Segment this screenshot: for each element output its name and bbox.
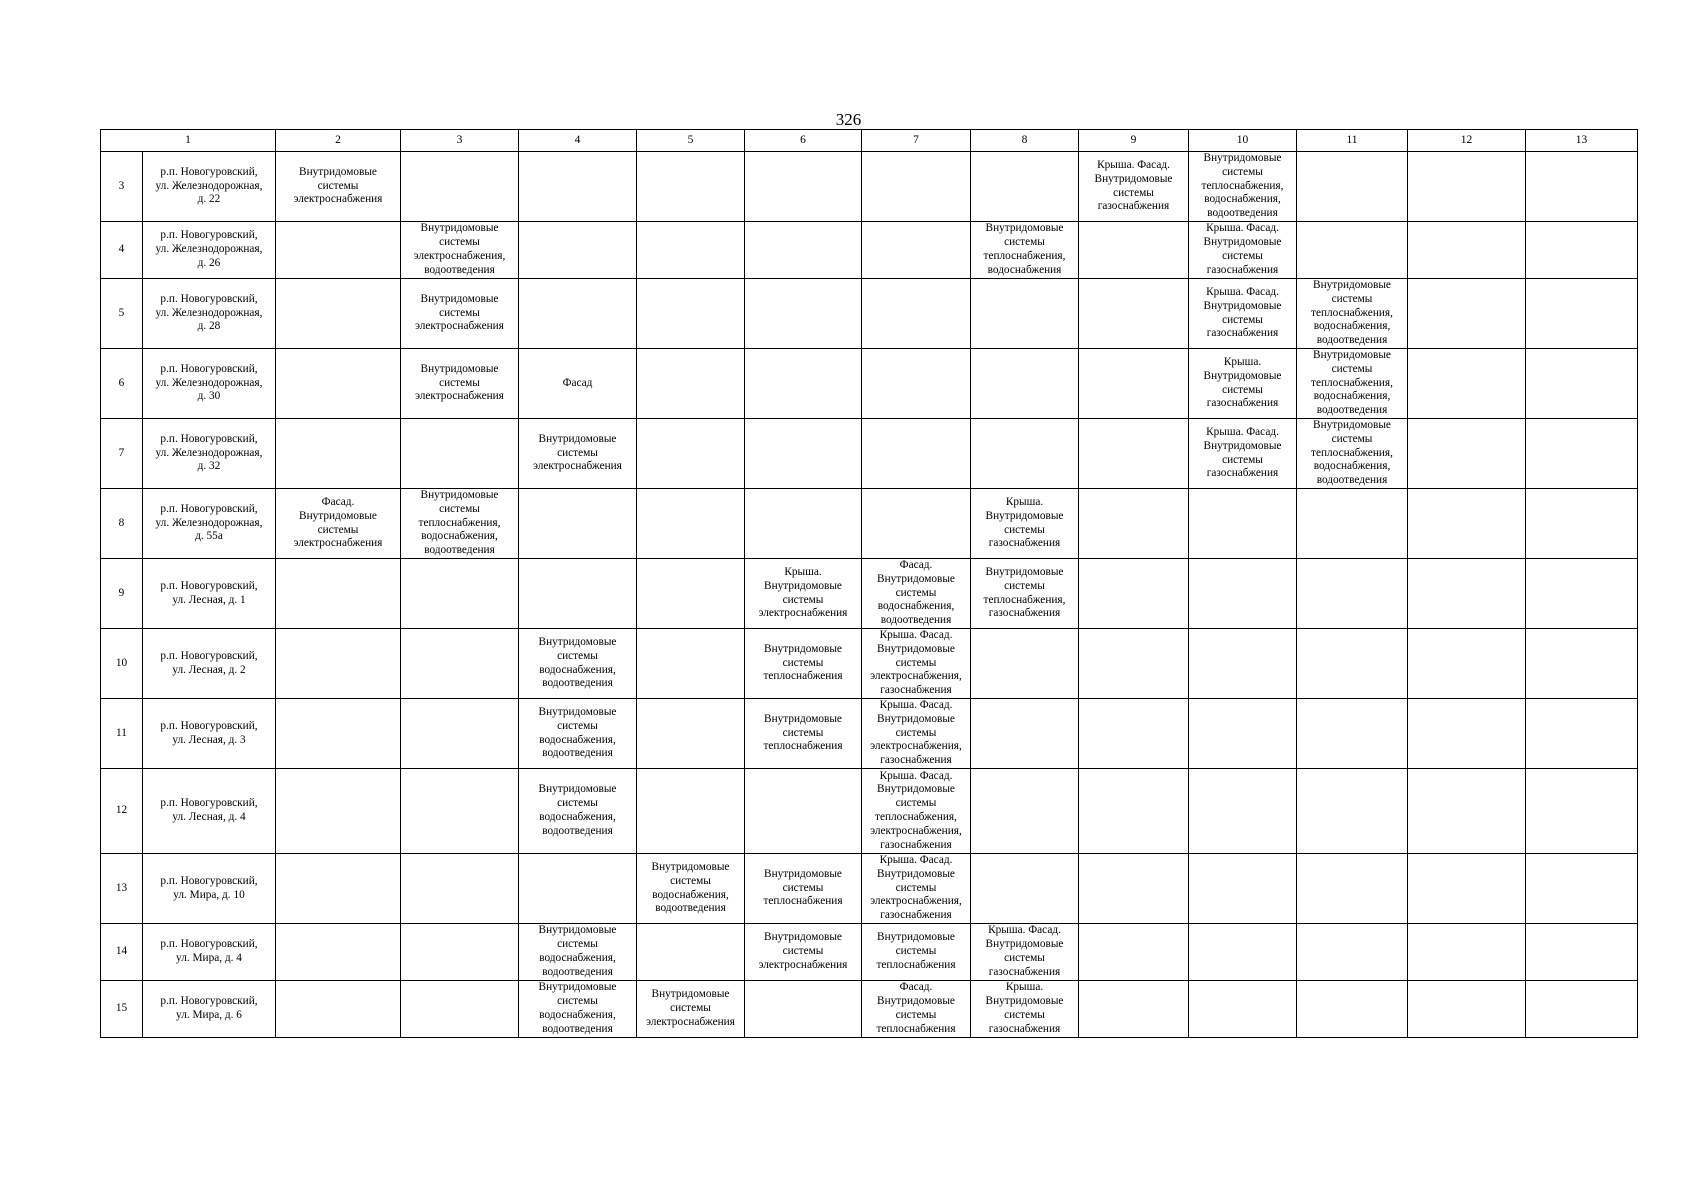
work-cell [1408,699,1526,769]
work-cell: Крыша. Фасад. Внутридомовые системы теплоснабжения, электроснабжения, газоснабжения [862,769,971,854]
work-cell [637,279,745,349]
work-cell [1079,559,1189,629]
work-cell: Фасад [519,349,637,419]
work-cell [1526,854,1638,924]
work-cell [401,854,519,924]
work-cell [971,152,1079,222]
work-cell [519,152,637,222]
work-cell [519,279,637,349]
work-cell [401,559,519,629]
work-cell [1297,489,1408,559]
work-cell: Крыша. Фасад. Внутридомовые системы газоснабжения [1189,419,1297,489]
work-cell [1526,699,1638,769]
work-cell: Крыша. Фасад. Внутридомовые системы электроснабжения, газоснабжения [862,629,971,699]
work-cell: Крыша. Фасад. Внутридомовые системы газоснабжения [1189,222,1297,279]
table-row [101,419,1638,489]
work-cell [862,489,971,559]
work-cell: Фасад. Внутридомовые системы теплоснабжения [862,981,971,1038]
work-cell [1079,419,1189,489]
work-cell [276,349,401,419]
work-cell [745,152,862,222]
row-number-cell: 7 [101,419,143,489]
address-cell: р.п. Новогуровский, ул. Лесная, д. 4 [143,769,276,854]
work-cell [1408,924,1526,981]
work-cell: Внутридомовые системы теплоснабжения [745,629,862,699]
work-cell [745,769,862,854]
work-cell [1297,559,1408,629]
header-row [101,130,1638,152]
work-cell [637,924,745,981]
address-cell: р.п. Новогуровский, ул. Железнодорожная, д. 22 [143,152,276,222]
work-cell: Внутридомовые системы электроснабжения [276,152,401,222]
work-cell [1408,559,1526,629]
work-cell [971,699,1079,769]
work-cell: Крыша. Фасад. Внутридомовые системы газоснабжения [1189,279,1297,349]
table-row [101,981,1638,1038]
work-cell: Внутридомовые системы теплоснабжения [745,854,862,924]
work-cell [862,419,971,489]
work-cell [637,769,745,854]
work-cell: Крыша. Фасад. Внутридомовые системы газоснабжения [1079,152,1189,222]
work-cell [1526,222,1638,279]
work-cell [637,419,745,489]
work-cell [1297,699,1408,769]
address-cell: р.п. Новогуровский, ул. Железнодорожная, д. 28 [143,279,276,349]
work-cell [971,769,1079,854]
work-cell [862,279,971,349]
work-cell [745,981,862,1038]
work-cell: Фасад. Внутридомовые системы электроснабжения [276,489,401,559]
page-number: 326 [835,110,862,129]
work-cell [637,629,745,699]
address-cell: р.п. Новогуровский, ул. Лесная, д. 3 [143,699,276,769]
row-number-cell: 9 [101,559,143,629]
work-cell: Внутридомовые системы электроснабжения [401,279,519,349]
work-cell [1408,629,1526,699]
table-row [101,489,1638,559]
work-cell [401,924,519,981]
row-number-cell: 4 [101,222,143,279]
work-cell [519,222,637,279]
table-row [101,629,1638,699]
work-cell [1189,769,1297,854]
work-cell [971,279,1079,349]
work-cell [401,699,519,769]
work-cell [1526,559,1638,629]
table-row [101,222,1638,279]
work-cell: Внутридомовые системы водоснабжения, водоотведения [519,981,637,1038]
work-cell [1526,769,1638,854]
column-header: 4 [519,130,637,152]
work-cell: Внутридомовые системы теплоснабжения, водоснабжения, водоотведения [1297,279,1408,349]
work-cell: Крыша. Внутридомовые системы газоснабжения [971,489,1079,559]
work-cell [401,629,519,699]
work-cell [1189,854,1297,924]
work-cell [862,349,971,419]
work-cell [1526,279,1638,349]
row-number-cell: 3 [101,152,143,222]
work-cell [1408,769,1526,854]
work-cell: Внутридомовые системы электроснабжения [519,419,637,489]
address-cell: р.п. Новогуровский, ул. Железнодорожная, д. 55а [143,489,276,559]
row-number-cell: 8 [101,489,143,559]
work-cell [276,279,401,349]
table-row [101,769,1638,854]
work-cell [1189,924,1297,981]
work-cell [745,222,862,279]
work-cell [1189,981,1297,1038]
work-cell [1297,152,1408,222]
table-row [101,854,1638,924]
work-cell [745,279,862,349]
work-cell [1079,349,1189,419]
work-cell [745,349,862,419]
work-cell [1526,489,1638,559]
work-cell [637,489,745,559]
work-cell: Внутридомовые системы водоснабжения, водоотведения [637,854,745,924]
work-cell: Крыша. Внутридомовые системы электроснабжения [745,559,862,629]
work-cell [637,559,745,629]
work-cell [1189,699,1297,769]
address-cell: р.п. Новогуровский, ул. Мира, д. 10 [143,854,276,924]
work-cell: Внутридомовые системы теплоснабжения [862,924,971,981]
work-cell: Внутридомовые системы теплоснабжения, водоснабжения, водоотведения [1189,152,1297,222]
work-cell [276,981,401,1038]
work-cell [1526,419,1638,489]
row-number-cell: 14 [101,924,143,981]
work-cell: Крыша. Фасад. Внутридомовые системы электроснабжения, газоснабжения [862,699,971,769]
work-cell [637,699,745,769]
work-cell [401,419,519,489]
work-cell [1079,769,1189,854]
column-header: 11 [1297,130,1408,152]
address-cell: р.п. Новогуровский, ул. Мира, д. 6 [143,981,276,1038]
row-number-cell: 15 [101,981,143,1038]
work-cell: Внутридомовые системы электроснабжения [401,349,519,419]
work-cell: Внутридомовые системы теплоснабжения, водоснабжения, водоотведения [401,489,519,559]
work-cell [1297,854,1408,924]
work-cell [401,152,519,222]
work-cell [1079,629,1189,699]
work-cell [637,349,745,419]
work-cell [519,489,637,559]
column-header: 6 [745,130,862,152]
work-cell [276,854,401,924]
column-header: 7 [862,130,971,152]
work-cell [1526,152,1638,222]
work-cell [1079,699,1189,769]
work-cell [519,559,637,629]
row-number-cell: 10 [101,629,143,699]
work-cell [401,981,519,1038]
work-cell [745,419,862,489]
work-cell [862,152,971,222]
table-row [101,349,1638,419]
row-number-cell: 12 [101,769,143,854]
address-cell: р.п. Новогуровский, ул. Мира, д. 4 [143,924,276,981]
work-cell [1189,559,1297,629]
table-row [101,924,1638,981]
column-header: 12 [1408,130,1526,152]
work-cell [1526,349,1638,419]
work-cell [276,419,401,489]
work-cell [745,489,862,559]
work-cell [1408,419,1526,489]
work-cell [1079,924,1189,981]
work-cell [637,152,745,222]
column-header: 13 [1526,130,1638,152]
work-cell [1297,222,1408,279]
work-cell [1526,924,1638,981]
work-cell: Внутридомовые системы электроснабжения [637,981,745,1038]
work-cell: Крыша. Внутридомовые системы газоснабжения [1189,349,1297,419]
work-cell [276,559,401,629]
work-cell [1079,222,1189,279]
work-cell: Внутридомовые системы водоснабжения, водоотведения [519,769,637,854]
work-cell [637,222,745,279]
work-cell [971,629,1079,699]
work-cell [401,769,519,854]
work-cell [1408,854,1526,924]
work-cell [276,699,401,769]
work-cell [1189,629,1297,699]
work-cell [1079,981,1189,1038]
work-cell [1408,279,1526,349]
address-cell: р.п. Новогуровский, ул. Лесная, д. 2 [143,629,276,699]
column-header: 8 [971,130,1079,152]
work-cell [276,629,401,699]
address-cell: р.п. Новогуровский, ул. Лесная, д. 1 [143,559,276,629]
work-cell [1297,924,1408,981]
work-cell [1079,489,1189,559]
address-cell: р.п. Новогуровский, ул. Железнодорожная, д. 26 [143,222,276,279]
work-cell: Внутридомовые системы теплоснабжения, водоснабжения [971,222,1079,279]
work-cell [971,349,1079,419]
work-cell: Внутридомовые системы водоснабжения, водоотведения [519,924,637,981]
table-row [101,152,1638,222]
work-cell [276,924,401,981]
row-number-cell: 13 [101,854,143,924]
work-cell [1079,854,1189,924]
row-number-cell: 11 [101,699,143,769]
work-cell [1408,222,1526,279]
work-cell [1408,981,1526,1038]
work-cell: Крыша. Фасад. Внутридомовые системы электроснабжения, газоснабжения [862,854,971,924]
work-cell: Внутридомовые системы водоснабжения, водоотведения [519,629,637,699]
table-row [101,279,1638,349]
column-header: 3 [401,130,519,152]
work-cell [276,222,401,279]
work-cell [1408,349,1526,419]
work-cell [1526,981,1638,1038]
work-cell [1297,981,1408,1038]
column-header: 10 [1189,130,1297,152]
work-cell [1079,279,1189,349]
work-cell [1297,629,1408,699]
work-cell: Внутридомовые системы водоснабжения, водоотведения [519,699,637,769]
table-row [101,699,1638,769]
column-header: 1 [101,130,276,152]
work-cell [1526,629,1638,699]
work-cell [519,854,637,924]
column-header: 9 [1079,130,1189,152]
work-cell: Внутридомовые системы электроснабжения [745,924,862,981]
address-cell: р.п. Новогуровский, ул. Железнодорожная, д. 30 [143,349,276,419]
work-cell [971,419,1079,489]
work-cell [276,769,401,854]
repair-schedule-table [100,129,1638,1038]
work-cell: Внутридомовые системы теплоснабжения, водоснабжения, водоотведения [1297,419,1408,489]
table-body [101,130,1638,1038]
work-cell [1297,769,1408,854]
work-cell [862,222,971,279]
row-number-cell: 5 [101,279,143,349]
work-cell [1408,489,1526,559]
work-cell: Крыша. Фасад. Внутридомовые системы газоснабжения [971,924,1079,981]
column-header: 2 [276,130,401,152]
address-cell: р.п. Новогуровский, ул. Железнодорожная, д. 32 [143,419,276,489]
work-cell: Внутридомовые системы теплоснабжения [745,699,862,769]
work-cell: Внутридомовые системы теплоснабжения, газоснабжения [971,559,1079,629]
row-number-cell: 6 [101,349,143,419]
work-cell: Внутридомовые системы теплоснабжения, водоснабжения, водоотведения [1297,349,1408,419]
work-cell: Внутридомовые системы электроснабжения, водоотведения [401,222,519,279]
work-cell [1408,152,1526,222]
work-cell: Фасад. Внутридомовые системы водоснабжения, водоотведения [862,559,971,629]
column-header: 5 [637,130,745,152]
work-cell [971,854,1079,924]
work-cell: Крыша. Внутридомовые системы газоснабжения [971,981,1079,1038]
work-cell [1189,489,1297,559]
table-row [101,559,1638,629]
